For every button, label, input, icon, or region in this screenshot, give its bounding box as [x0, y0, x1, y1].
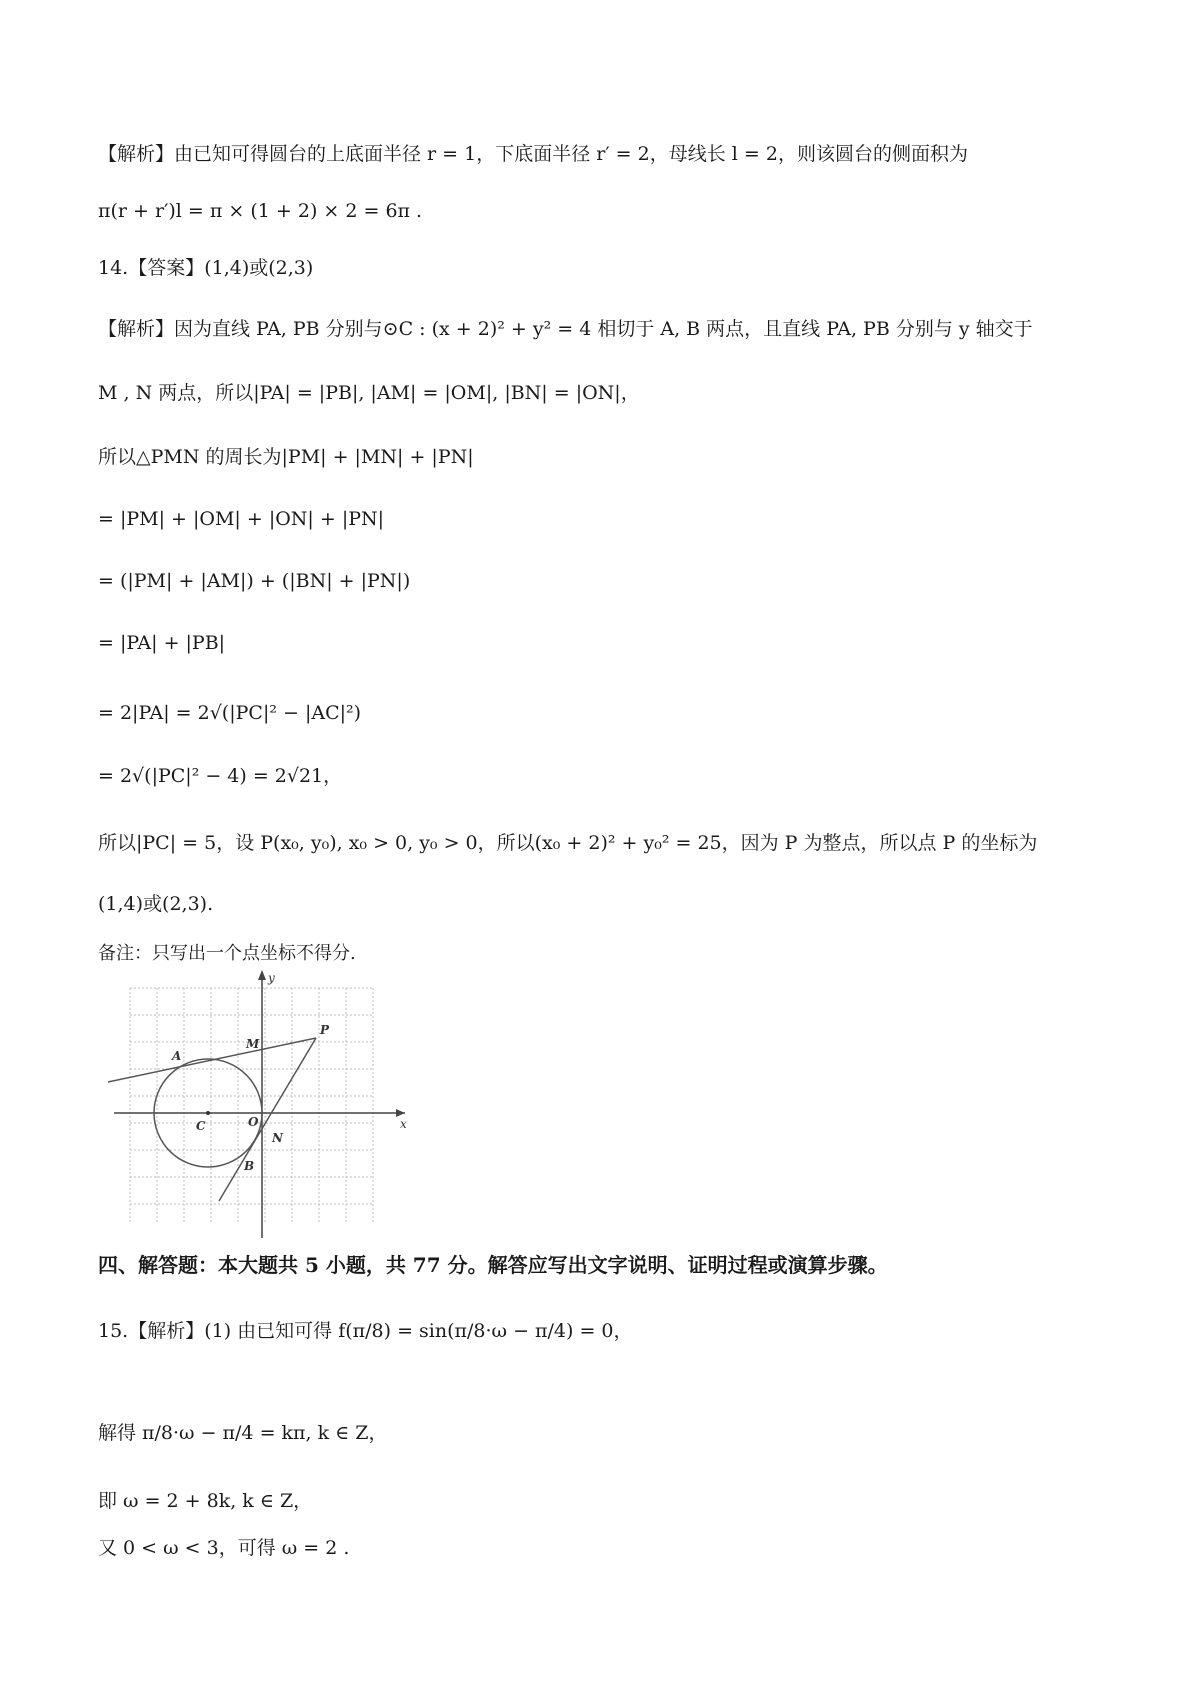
solution-14-line2: M , N 两点，所以|PA| = |PB|, |AM| = |OM|, |BN| = |ON|， [98, 382, 640, 404]
solution-14-answer-points: (1,4)或(2,3). [98, 893, 214, 915]
solution-14-conclusion: 所以|PC| = 5，设 P(x₀, y₀), x₀ > 0, y₀ > 0，所以(x₀ + 2)² + y₀² = 25，因为 P 为整点，所以点 P 的坐标为 [98, 832, 1038, 854]
solution-14-step3: = |PA| + |PB| [98, 632, 226, 654]
label-p: P [320, 1023, 330, 1037]
tangent-circle-figure [100, 968, 430, 1238]
label-o: O [248, 1115, 259, 1129]
label-b: B [244, 1159, 255, 1173]
solution-15-line3: 即 ω = 2 + 8k, k ∈ Z， [98, 1490, 313, 1512]
solution-15-line1: 15.【解析】(1) 由已知可得 f(π/8) = sin(π/8·ω − π/4) = 0， [98, 1320, 633, 1342]
formula-lateral-area: π(r + r′)l = π × (1 + 2) × 2 = 6π . [98, 200, 423, 222]
solution-15-line4: 又 0 < ω < 3，可得 ω = 2 . [98, 1537, 350, 1559]
label-c: C [196, 1119, 206, 1133]
x-axis-arrow [396, 1109, 405, 1117]
label-m: M [246, 1037, 260, 1051]
answer-14: 14.【答案】(1,4)或(2,3) [98, 257, 314, 279]
solution-14-step4: = 2|PA| = 2√(|PC|² − |AC|²) [98, 702, 362, 724]
label-y: y [268, 971, 275, 985]
section-heading-4: 四、解答题：本大题共 5 小题，共 77 分。解答应写出文字说明、证明过程或演算步骤。 [98, 1253, 888, 1277]
label-n: N [272, 1131, 283, 1145]
y-axis-arrow [258, 970, 266, 980]
solution-14-step5: = 2√(|PC|² − 4) = 2√21， [98, 765, 343, 787]
solution-14-line3: 所以△PMN 的周长为|PM| + |MN| + |PN| [98, 446, 474, 468]
label-a: A [172, 1049, 182, 1063]
tangent-line-pa [108, 1038, 316, 1082]
solution-14-line1: 【解析】因为直线 PA, PB 分别与⊙C : (x + 2)² + y² = 4 相切于 A, B 两点，且直线 PA, PB 分别与 y 轴交于 [98, 318, 1033, 340]
solution-14-step1: = |PM| + |OM| + |ON| + |PN| [98, 508, 385, 530]
solution-14-step2: = (|PM| + |AM|) + (|BN| + |PN|) [98, 570, 411, 592]
grid [130, 988, 373, 1223]
solution-15-line2: 解得 π/8·ω − π/4 = kπ, k ∈ Z， [98, 1422, 388, 1444]
label-x: x [400, 1117, 407, 1131]
solution-text-13: 【解析】由已知可得圆台的上底面半径 r = 1，下底面半径 r′ = 2，母线长 l = 2，则该圆台的侧面积为 [98, 143, 968, 165]
center-point-c [206, 1111, 210, 1115]
remark-note: 备注：只写出一个点坐标不得分. [98, 943, 356, 964]
